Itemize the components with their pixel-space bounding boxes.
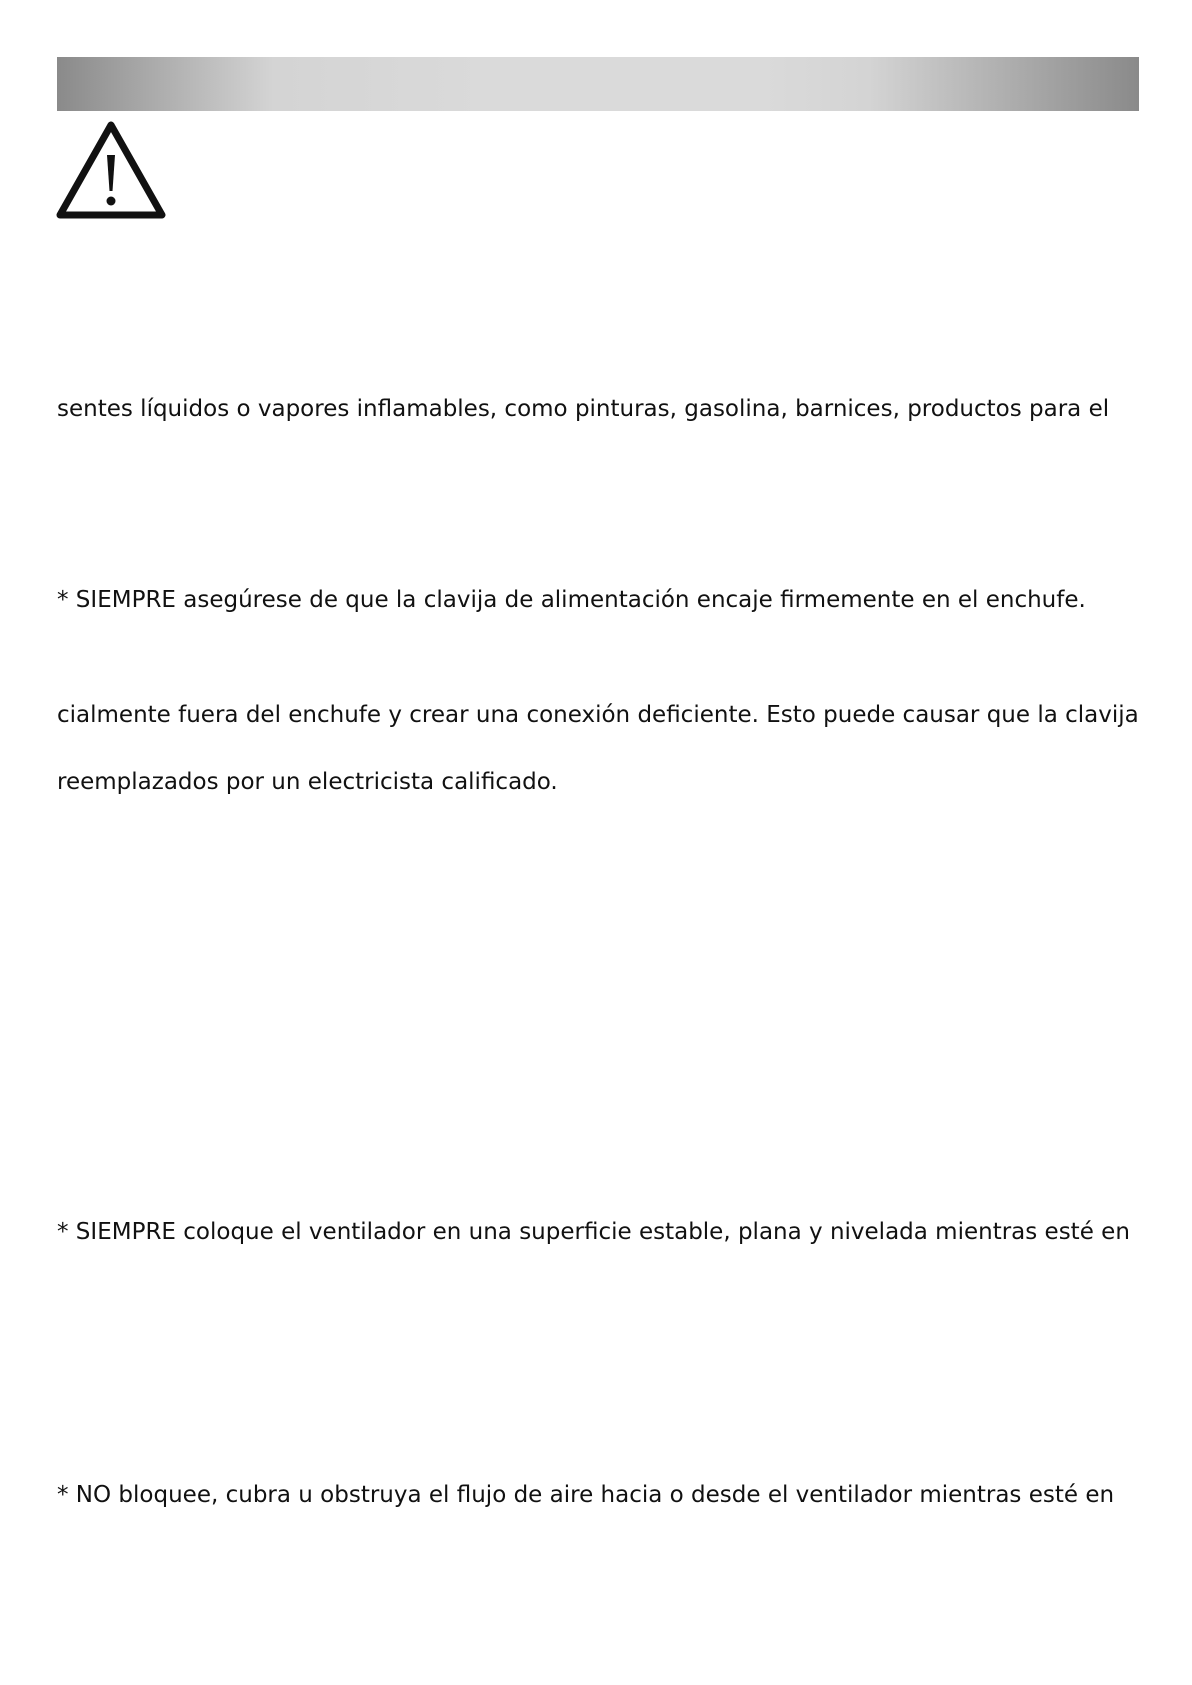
text-line: * NO bloquee, cubra u obstruya el flujo de aire hacia o desde el ventilador mientras esté en: [57, 1482, 1115, 1508]
warning-triangle-icon: [56, 121, 166, 219]
text-line: * SIEMPRE asegúrese de que la clavija de alimentación encaje firmemente en el enchufe.: [57, 587, 1086, 613]
text-line: reemplazados por un electricista calificado.: [57, 769, 558, 795]
text-line: * SIEMPRE coloque el ventilador en una superficie estable, plana y nivelada mientras esté en: [57, 1219, 1130, 1245]
text-line: sentes líquidos o vapores inflamables, como pinturas, gasolina, barnices, productos para el: [57, 396, 1110, 422]
page-edge-fragment: [40, 1672, 100, 1685]
section-header-bar: [57, 57, 1139, 111]
text-line: cialmente fuera del enchufe y crear una conexión deficiente. Esto puede causar que la clavija: [57, 702, 1139, 728]
